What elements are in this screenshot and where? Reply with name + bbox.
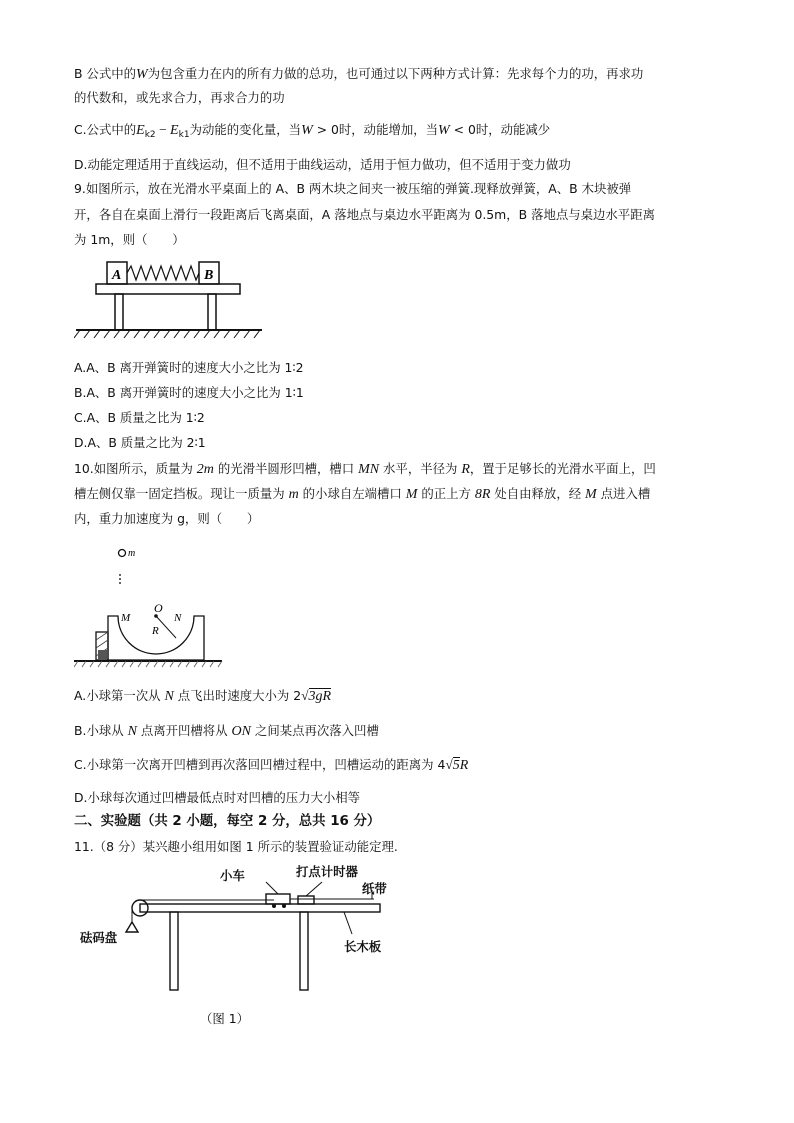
label-O: O <box>154 601 163 615</box>
label-board-text: 长木板 <box>344 939 382 954</box>
q8-option-c-text4: < 0时，动能减少 <box>449 122 551 137</box>
label-tape <box>362 879 387 899</box>
q8-option-c-text2: 为动能的变化量，当 <box>189 122 302 137</box>
q10-option-b-text: B.小球从 <box>74 723 128 738</box>
var-R: R <box>461 462 470 477</box>
q10-text: 处自由释放，经 <box>490 486 586 501</box>
label-timer <box>296 862 358 882</box>
q10-text: 内，重力加速度为 g，则（ ） <box>74 511 260 526</box>
q9-stem-line2 <box>74 205 655 225</box>
q10-text: 的小球自左端槽口 <box>298 486 406 501</box>
var-2m: 2m <box>196 462 214 477</box>
section-2-heading <box>74 812 380 832</box>
q8-option-d-text: D.动能定理适用于直线运动，但不适用于曲线运动，适用于恒力做功，但不适用于变力做功 <box>74 157 571 172</box>
q10-option-a-text2: 点飞出时速度大小为 2 <box>173 688 302 703</box>
label-board <box>344 937 381 957</box>
q9-option-b <box>74 383 304 403</box>
q9-stem-text1: 9.如图所示，放在光滑水平桌面上的 A、B 两木块之间夹一被压缩的弹簧.现释放弹簧，A、B 木块被弹 <box>74 181 632 196</box>
leader-timer <box>306 882 322 896</box>
q8-option-b-text2: 的代数和，或先求合力，再求合力的功 <box>74 90 285 105</box>
radicand-3gR: 3gR <box>308 689 332 704</box>
table-leg-left <box>115 294 123 330</box>
var-N: N <box>127 724 137 739</box>
q8-option-d <box>74 155 571 175</box>
var-8R: 8R <box>474 487 491 502</box>
block-a-label: A <box>112 268 122 283</box>
q10-groove-figure <box>74 540 224 668</box>
table-leg-right <box>208 294 216 330</box>
var-Ek2: E <box>136 123 145 138</box>
q10-option-c <box>74 755 468 776</box>
var-W: W <box>301 123 313 138</box>
q11-stem-text: 11.（8 分）某兴趣小组用如图 1 所示的装置验证动能定理. <box>74 839 398 854</box>
q10-option-d-text: D.小球每次通过凹槽最低点时对凹槽的压力大小相等 <box>74 790 361 805</box>
q10-stem-line1 <box>74 459 656 480</box>
q8-option-b-line2 <box>74 88 285 108</box>
q9-option-a-text: A.A、B 离开弹簧时的速度大小之比为 1∶2 <box>74 360 304 375</box>
figure-1-caption-text: （图 1） <box>200 1011 249 1026</box>
var-R: R <box>459 758 469 773</box>
sqrt-sign: √ <box>445 757 453 772</box>
q9-stem-text2: 开，各自在桌面上滑行一段距离后飞离桌面，A 落地点与桌边水平距离为 0.5m，B 落地点与桌边水平距离 <box>74 207 655 222</box>
q9-option-b-text: B.A、B 离开弹簧时的速度大小之比为 1∶1 <box>74 385 304 400</box>
q10-stem-line3 <box>74 509 259 529</box>
q8-option-c-text: C.公式中的 <box>74 122 137 137</box>
q10-text: 的正上方 <box>417 486 475 501</box>
label-timer-text: 打点计时器 <box>296 864 358 879</box>
q9-option-c <box>74 408 205 428</box>
label-N: N <box>174 612 182 624</box>
q10-option-a <box>74 686 331 707</box>
q8-option-b-text: B 公式中的 <box>74 66 137 81</box>
q9-stem-line1 <box>74 179 631 199</box>
q8-option-c <box>74 120 550 145</box>
cart-wheel <box>272 904 276 908</box>
q8-option-c-text3: > 0时，动能增加，当 <box>312 122 439 137</box>
label-car-text: 小车 <box>220 868 245 883</box>
q10-option-a-text: A.小球第一次从 <box>74 688 165 703</box>
cart-wheel <box>282 904 286 908</box>
sqrt-sign: √ <box>301 688 309 703</box>
leader-car <box>266 882 278 894</box>
var-W: W <box>136 67 148 82</box>
q10-text: 的光滑半圆形凹槽，槽口 <box>213 461 359 476</box>
q9-stem-line3 <box>74 230 185 250</box>
ground-hatch <box>74 330 260 338</box>
radius-line <box>156 616 176 638</box>
var-MN: MN <box>358 462 380 477</box>
baffle-block <box>98 650 107 660</box>
leader-board <box>344 912 352 934</box>
var-m: m <box>288 487 299 502</box>
var-Ek1-sub: k1 <box>178 130 190 140</box>
block-b-label: B <box>204 268 214 283</box>
q10-text: 10.如图所示，质量为 <box>74 461 197 476</box>
q10-text: 槽左侧仅靠一固定挡板。现让一质量为 <box>74 486 289 501</box>
label-car <box>220 866 245 886</box>
q10-text: ，置于足够长的光滑水平面上，凹 <box>469 461 656 476</box>
q9-spring-blocks-figure <box>74 256 270 340</box>
q9-option-c-text: C.A、B 质量之比为 1∶2 <box>74 410 205 425</box>
table-leg-left <box>170 912 178 990</box>
var-M: M <box>405 487 418 502</box>
q10-stem-line2 <box>74 484 650 505</box>
q9-stem-text3: 为 1m，则（ ） <box>74 232 185 247</box>
var-ON: ON <box>231 724 251 739</box>
table-leg-right <box>300 912 308 990</box>
var-N: N <box>164 689 174 704</box>
cart <box>266 894 290 904</box>
q10-option-d <box>74 788 360 808</box>
q10-option-c-text: C.小球第一次离开凹槽到再次落回凹槽过程中，凹槽运动的距离为 4 <box>74 757 446 772</box>
q10-text: 水平，半径为 <box>379 461 462 476</box>
label-M: M <box>121 612 131 624</box>
label-m: m <box>128 548 136 559</box>
var-Ek2-sub: k2 <box>144 130 156 140</box>
q9-option-d-text: D.A、B 质量之比为 2∶1 <box>74 435 206 450</box>
tabletop <box>96 284 240 294</box>
var-M: M <box>585 487 597 502</box>
q9-option-d <box>74 433 206 453</box>
weight-pan <box>126 922 138 932</box>
q10-option-b-text2: 点离开凹槽将从 <box>136 723 232 738</box>
radicand-5: 5 <box>452 758 460 773</box>
spring <box>127 266 199 280</box>
q8-option-b-line1 <box>74 64 643 85</box>
figure-1-caption <box>200 1009 249 1029</box>
var-Ek1: E <box>170 123 179 138</box>
q10-text: 点进入槽 <box>596 486 651 501</box>
label-weight-text: 砝码盘 <box>80 930 118 945</box>
label-R: R <box>152 625 159 637</box>
q8-option-b-text-cont: 为包含重力在内的所有力做的总功，也可通过以下两种方式计算：先求每个力的功，再求功 <box>147 66 644 81</box>
ball <box>119 550 126 557</box>
section-2-heading-text: 二、实验题（共 2 小题，每空 2 分，总共 16 分） <box>74 814 381 829</box>
q9-option-a <box>74 358 304 378</box>
q11-stem <box>74 837 398 857</box>
minus-sign: − <box>155 122 171 137</box>
var-W: W <box>438 123 450 138</box>
timer <box>298 896 314 904</box>
long-board <box>140 904 380 912</box>
label-tape-text: 纸带 <box>362 881 387 896</box>
q10-option-b <box>74 721 379 742</box>
q10-option-b-text3: 之间某点再次落入凹槽 <box>250 723 379 738</box>
label-weight <box>80 928 117 948</box>
